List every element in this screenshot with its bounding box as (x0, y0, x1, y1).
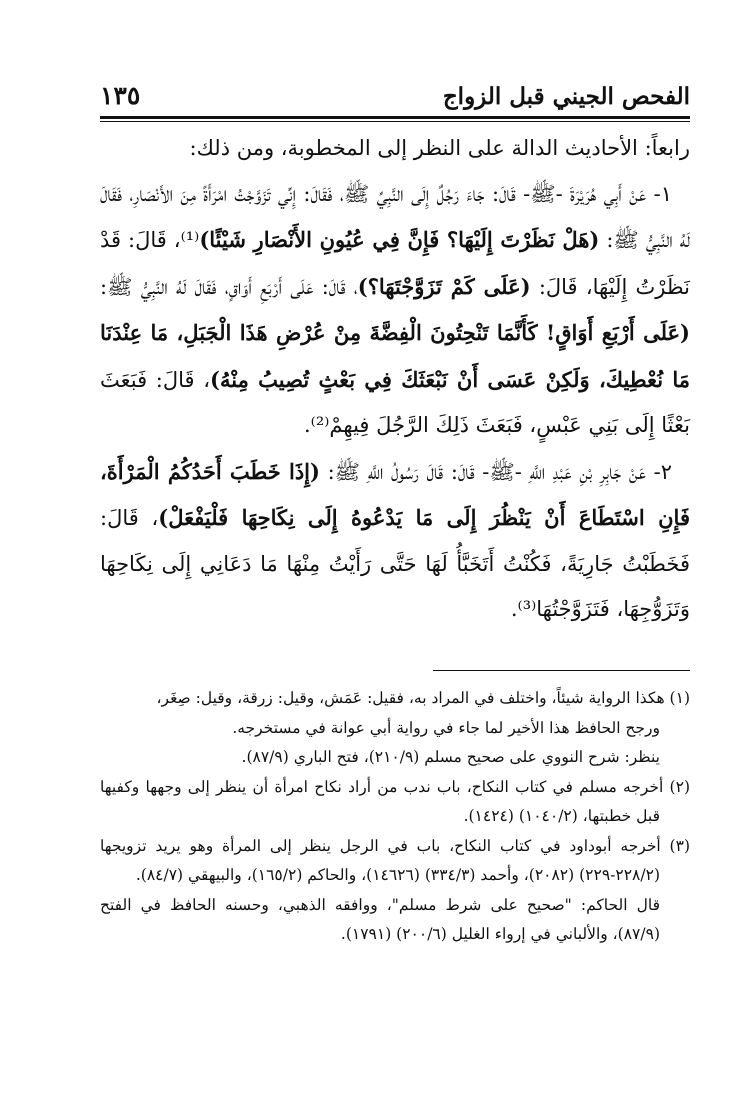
hadith-1-text-2: ⁽¹⁾، قَالَ: قَدْ نَظَرْتُ إِلَيْهَا، قَالَ: (100, 228, 690, 299)
footnote-1-reference: ينظر: شرح النووي على صحيح مسلم (٢١٠/٩)، فتح الباري (٨٧/٩). (241, 748, 660, 766)
section-intro: رابعاً: الأحاديث الدالة على النظر إلى المخطوبة، ومن ذلك: (189, 136, 690, 160)
header-rule-thick (100, 116, 690, 119)
hadith-1 (100, 172, 690, 449)
hadith-1-quote-2: (عَلَى كَمْ تَزَوَّجْتَهَا؟) (357, 273, 531, 299)
running-header (100, 78, 690, 110)
hadith-1-text-4: ، قَالَ: فَبَعَثَ بَعْثًا إِلَى بَنِي عَبْسٍ، فَبَعَثَ ذَلِكَ الرَّجُلَ فِيهِمْ⁽²⁾. (100, 367, 690, 437)
footnote-separator (433, 670, 690, 671)
hadith-1-text-3: ، قَالَ: عَلَى أَرْبَعِ أَوَاقٍ، فَقَالَ لَهُ النَّبِيُّ ﷺ: (100, 274, 358, 299)
hadith-1-quote-1: (هَلْ نَظَرْتَ إِلَيْهَا؟ فَإِنَّ فِي عُيُونِ الأَنْصَارِ شَيْئًا) (199, 227, 600, 252)
hadith-2 (100, 449, 690, 633)
header-rule-thin (100, 121, 690, 122)
hadith-2-text-1: ٢- عَنْ جَابِرِ بْنِ عَبْدِ اللَّهِ -ﷺ- قَالَ: قَالَ رَسُولُ اللَّهِ ﷺ: (327, 459, 672, 484)
chapter-title: الفحص الجيني قبل الزواج (442, 83, 690, 110)
footnote-1-continuation: ورجح الحافظ هذا الأخير لما جاء في رواية أبي عوانة في مستخرجه. (232, 718, 660, 737)
footnote-3-reference: قال الحاكم: "صحيح على شرط مسلم"، ووافقه الذهبي، وحسنه الحافظ في الفتح (٨٧/٩)، والألباني في إرواء الغليل (٢٠٠/٦) (١٧٩١). (100, 895, 660, 943)
hadith-2-quote-1: (إِذَا خَطَبَ أَحَدُكُمُ الْمَرْأَةَ، فَإِنِ اسْتَطَاعَ أَنْ يَنْظُرَ إِلَى مَا يَدْعُوهُ إِلَى نِكَاحِهَا فَلْيَفْعَلْ) (100, 458, 690, 530)
footnote-1: (١) هكذا الرواية شيئاً، واختلف في المراد به، فقيل: عَمَش، وقيل: زرقة، وقيل: صِغَر، (156, 689, 690, 707)
footnotes (100, 684, 690, 950)
footnote-3: (٣) أخرجه أبوداود في كتاب النكاح، باب في الرجل ينظر إلى المرأة وهو يريد تزويجها (٢٢٨/٢-٢٢٩) (٢٠٨٢)، وأحمد (٣٣٤/٣) (١٤٦٢٦)، والحاكم (١٦٥/٢)، والبيهقي (٨٤/٧). (100, 836, 690, 884)
hadith-1-text-1: ١- عَنْ أَبِي هُرَيْرَةَ -ﷺ- قَالَ: جَاءَ رَجُلٌ إِلَى النَّبِيِّ ﷺ، فَقَالَ: إِنِّي تَزَوَّجْتُ امْرَأَةً مِنَ الأَنْصَارِ، فَقَالَ لَهُ النَّبِيُّ ﷺ: (100, 181, 690, 252)
footnote-2: (٢) أخرجه مسلم في كتاب النكاح، باب ندب من أراد نكاح امرأة أن ينظر إلى وجهها وكفيها قبل خطبتها، (١٠٤٠/٢) (١٤٢٤). (100, 777, 690, 825)
page-number: ١٣٥ (100, 81, 141, 110)
main-text (100, 126, 690, 633)
hadith-2-text-2: ، قَالَ: فَخَطَبْتُ جَارِيَةً، فَكُنْتُ أَتَخَبَّأُ لَهَا حَتَّى رَأَيْتُ مِنْهَا مَا دَعَانِي إِلَى نِكَاحِهَا وَتَزَوُّجِهَا، فَتَزَوَّجْتُهَا⁽³⁾. (100, 506, 690, 621)
hadith-1-quote-3: (عَلَى أَرْبَعِ أَوَاقٍ! كَأَنَّمَا تَنْحِتُونَ الْفِضَّةَ مِنْ عُرْضِ هَذَا الْجَبَلِ، مَا عِنْدَنَا مَا نُعْطِيكَ، وَلَكِنْ عَسَى أَنْ نَبْعَثَكَ فِي بَعْثٍ تُصِيبُ مِنْهُ) (100, 320, 690, 392)
